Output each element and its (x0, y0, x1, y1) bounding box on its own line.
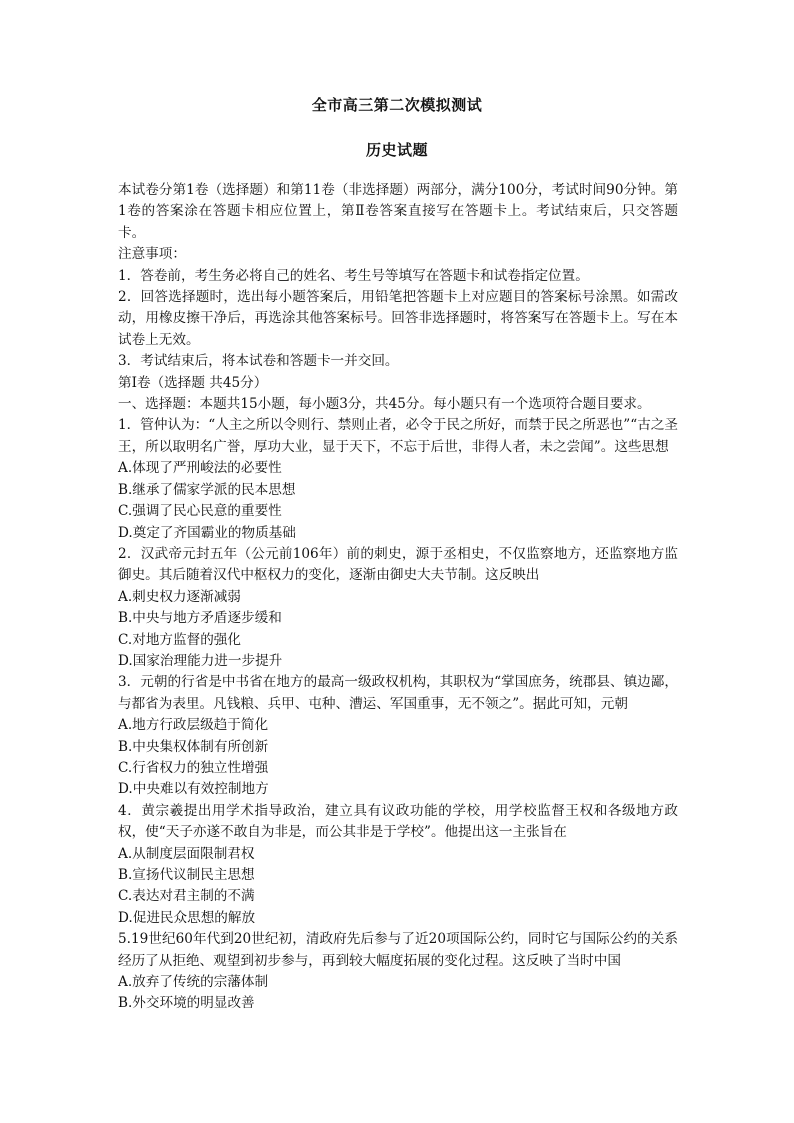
option: C.对地方监督的强化 (118, 631, 241, 648)
option: C.行省权力的独立性增强 (118, 759, 269, 776)
option: A.体现了严刑峻法的必要性 (118, 460, 282, 477)
question-stem: 4．黄宗羲提出用学术指导政治，建立具有议政功能的学校，用学校监督王权和各级地方政权，使“天子亦遂不敢自为非是，而公其非是于学校”。他提出这一主张旨在 (118, 802, 678, 841)
option: B.中央集权体制有所创新 (118, 738, 269, 755)
option: A.放弃了传统的宗藩体制 (118, 974, 269, 991)
notes-heading: 注意事项： (118, 246, 186, 263)
intro-paragraph: 本试卷分第1卷（选择题）和第11卷（非选择题）两部分，满分100分，考试时间90分钟。第1卷的答案涂在答题卡相应位置上，第Ⅱ卷答案直接写在答题卡上。考试结束后，只交答题卡。 (118, 182, 678, 241)
question-stem: 3．元朝的行省是中书省在地方的最高一级政权机构，其职权为“掌国庶务，统郡县、镇边鄙，与都省为表里。凡钱粮、兵甲、屯种、漕运、军国重事，无不领之”。据此可知，元朝 (118, 674, 678, 712)
option: B.继承了儒家学派的民本思想 (118, 481, 296, 498)
option: C.强调了民心民意的重要性 (118, 503, 282, 520)
option: C.表达对君主制的不满 (118, 888, 255, 905)
note-item: 2．回答选择题时，选出每小题答案后，用铅笔把答题卡上对应题目的答案标号涂黑。如需改动，用橡皮擦干净后，再选涂其他答案标号。回答非选择题时，将答案写在答题卡上。写在本试卷上无效。 (118, 289, 678, 348)
option: B.宣扬代议制民主思想 (118, 867, 255, 883)
option: A.刺史权力逐渐减弱 (118, 588, 241, 605)
option: D.促进民众思想的解放 (118, 909, 256, 926)
exam-subtitle: 历史试题 (365, 141, 428, 159)
option: A.从制度层面限制君权 (118, 845, 255, 862)
question-stem: 2．汉武帝元封五年（公元前106年）前的刺史，源于丞相史，不仅监察地方，还监察地方监御史。其后随着汉代中枢权力的变化，逐渐由御史大夫节制。这反映出 (118, 545, 678, 584)
section-heading: 第Ⅰ卷（选择题 共45分） (118, 374, 268, 391)
option: D.奠定了齐国霸业的物质基础 (118, 524, 296, 541)
note-item: 3．考试结束后，将本试卷和答题卡一并交回。 (118, 353, 399, 370)
exam-title: 全市高三第二次模拟测试 (311, 96, 483, 114)
question-stem: 1．管仲认为：“人主之所以令则行、禁则止者，必令于民之所好，而禁于民之所恶也”“古之圣王，所以取明名广誉，厚功大业，显于天下，不忘于后世，非得人者，未之尝闻”。这些思想 (118, 417, 678, 455)
option: A.地方行政层级趋于简化 (118, 717, 269, 734)
note-item: 1．答卷前，考生务必将自己的姓名、考生号等填写在答题卡和试卷指定位置。 (118, 267, 589, 284)
question-stem: 5.19世纪60年代到20世纪初，清政府先后参与了近20项国际公约，同时它与国际公约的关系经历了从拒绝、观望到初步参与，再到较大幅度拓展的变化过程。这反映了当时中国 (118, 931, 678, 969)
exam-body (118, 180, 678, 1015)
option: D.中央难以有效控制地方 (118, 781, 269, 798)
option: B.中央与地方矛盾逐步缓和 (118, 610, 282, 627)
section-instruction: 一、选择题：本题共15小题，每小题3分，共45分。每小题只有一个选项符合题目要求。 (118, 396, 651, 413)
option: B.外交环境的明显改善 (118, 995, 255, 1012)
option: D.国家治理能力进一步提升 (118, 652, 283, 669)
